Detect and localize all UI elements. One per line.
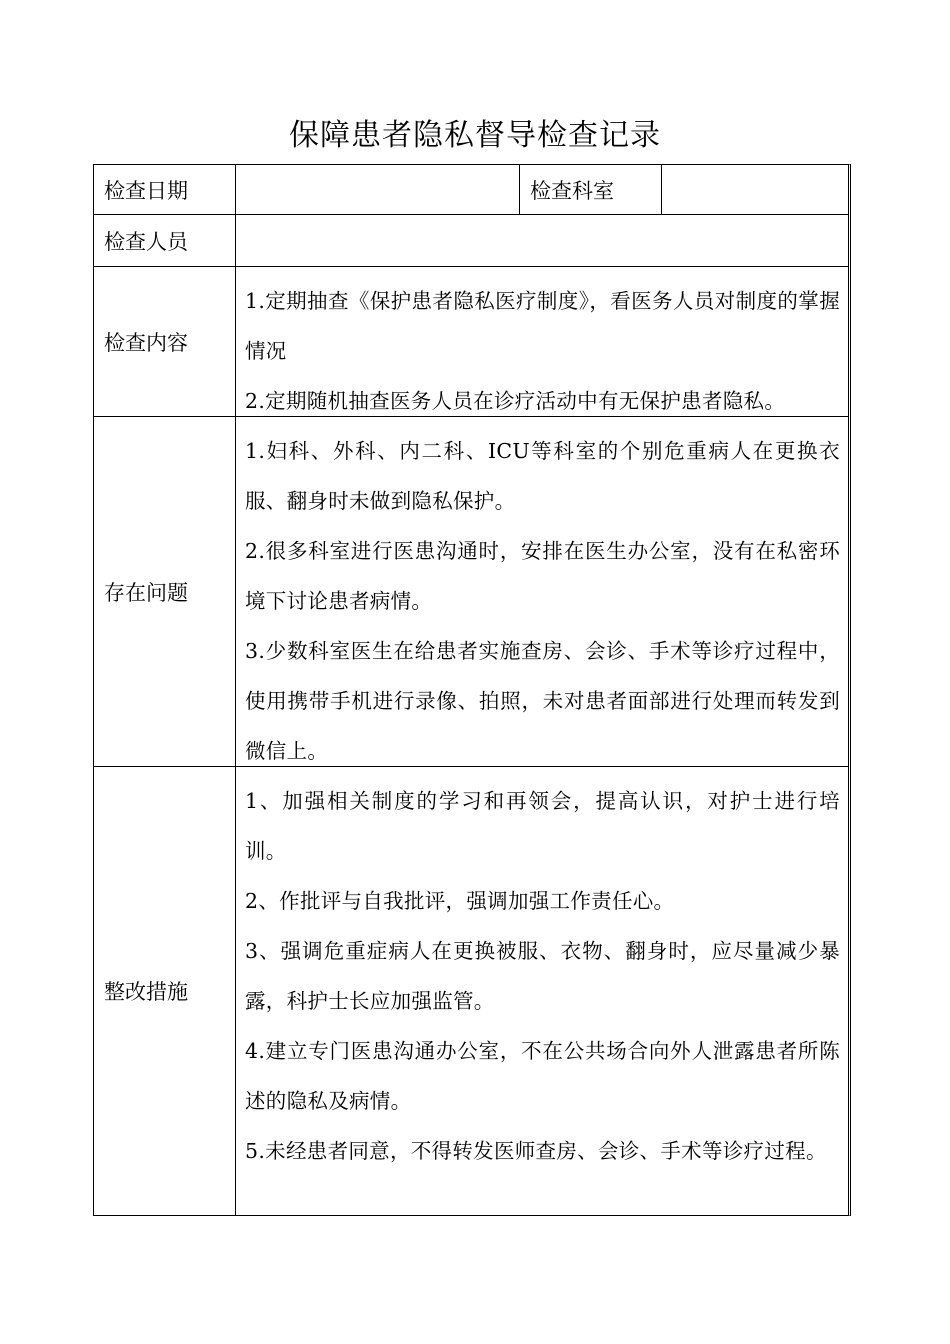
measure-item: 1、加强相关制度的学习和再领会，提高认识，对护士进行培训。: [245, 789, 840, 863]
row-content: [94, 267, 848, 417]
label-issues: 存在问题: [94, 417, 236, 766]
label-content: 检查内容: [94, 267, 236, 416]
measures-list: [236, 767, 848, 1215]
label-inspectors: 检查人员: [94, 215, 236, 266]
date-field[interactable]: [236, 165, 520, 214]
content-list: [236, 267, 848, 416]
issue-item: 1.妇科、外科、内二科、ICU等科室的个别危重病人在更换衣服、翻身时未做到隐私保护。: [245, 439, 840, 513]
page-title: 保障患者隐私督导检查记录: [289, 118, 661, 153]
measure-item: 2、作批评与自我批评，强调加强工作责任心。: [245, 889, 675, 913]
inspectors-field[interactable]: [236, 215, 848, 266]
row-date-department: [94, 165, 848, 215]
row-issues: [94, 417, 848, 767]
content-item: 2.定期随机抽查医务人员在诊疗活动中有无保护患者隐私。: [245, 389, 786, 413]
label-measures: 整改措施: [94, 767, 236, 1215]
row-inspectors: [94, 215, 848, 267]
row-measures: [94, 767, 848, 1215]
label-department: 检查科室: [520, 165, 662, 214]
label-date: 检查日期: [94, 165, 236, 214]
department-field[interactable]: [662, 165, 848, 214]
issues-list: [236, 417, 848, 766]
measure-item: 4.建立专门医患沟通办公室，不在公共场合向外人泄露患者所陈述的隐私及病情。: [245, 1039, 840, 1113]
issue-item: 2.很多科室进行医患沟通时，安排在医生办公室，没有在私密环境下讨论患者病情。: [245, 539, 840, 613]
measure-item: 3、强调危重症病人在更换被服、衣物、翻身时，应尽量减少暴露，科护士长应加强监管。: [245, 939, 840, 1013]
content-item: 1.定期抽查《保护患者隐私医疗制度》，看医务人员对制度的掌握情况: [245, 289, 840, 363]
issue-item: 3.少数科室医生在给患者实施查房、会诊、手术等诊疗过程中，使用携带手机进行录像、拍照，未对患者面部进行处理而转发到微信上。: [245, 639, 840, 763]
inspection-record-table: [93, 164, 851, 1216]
measure-item: 5.未经患者同意，不得转发医师查房、会诊、手术等诊疗过程。: [245, 1139, 827, 1163]
